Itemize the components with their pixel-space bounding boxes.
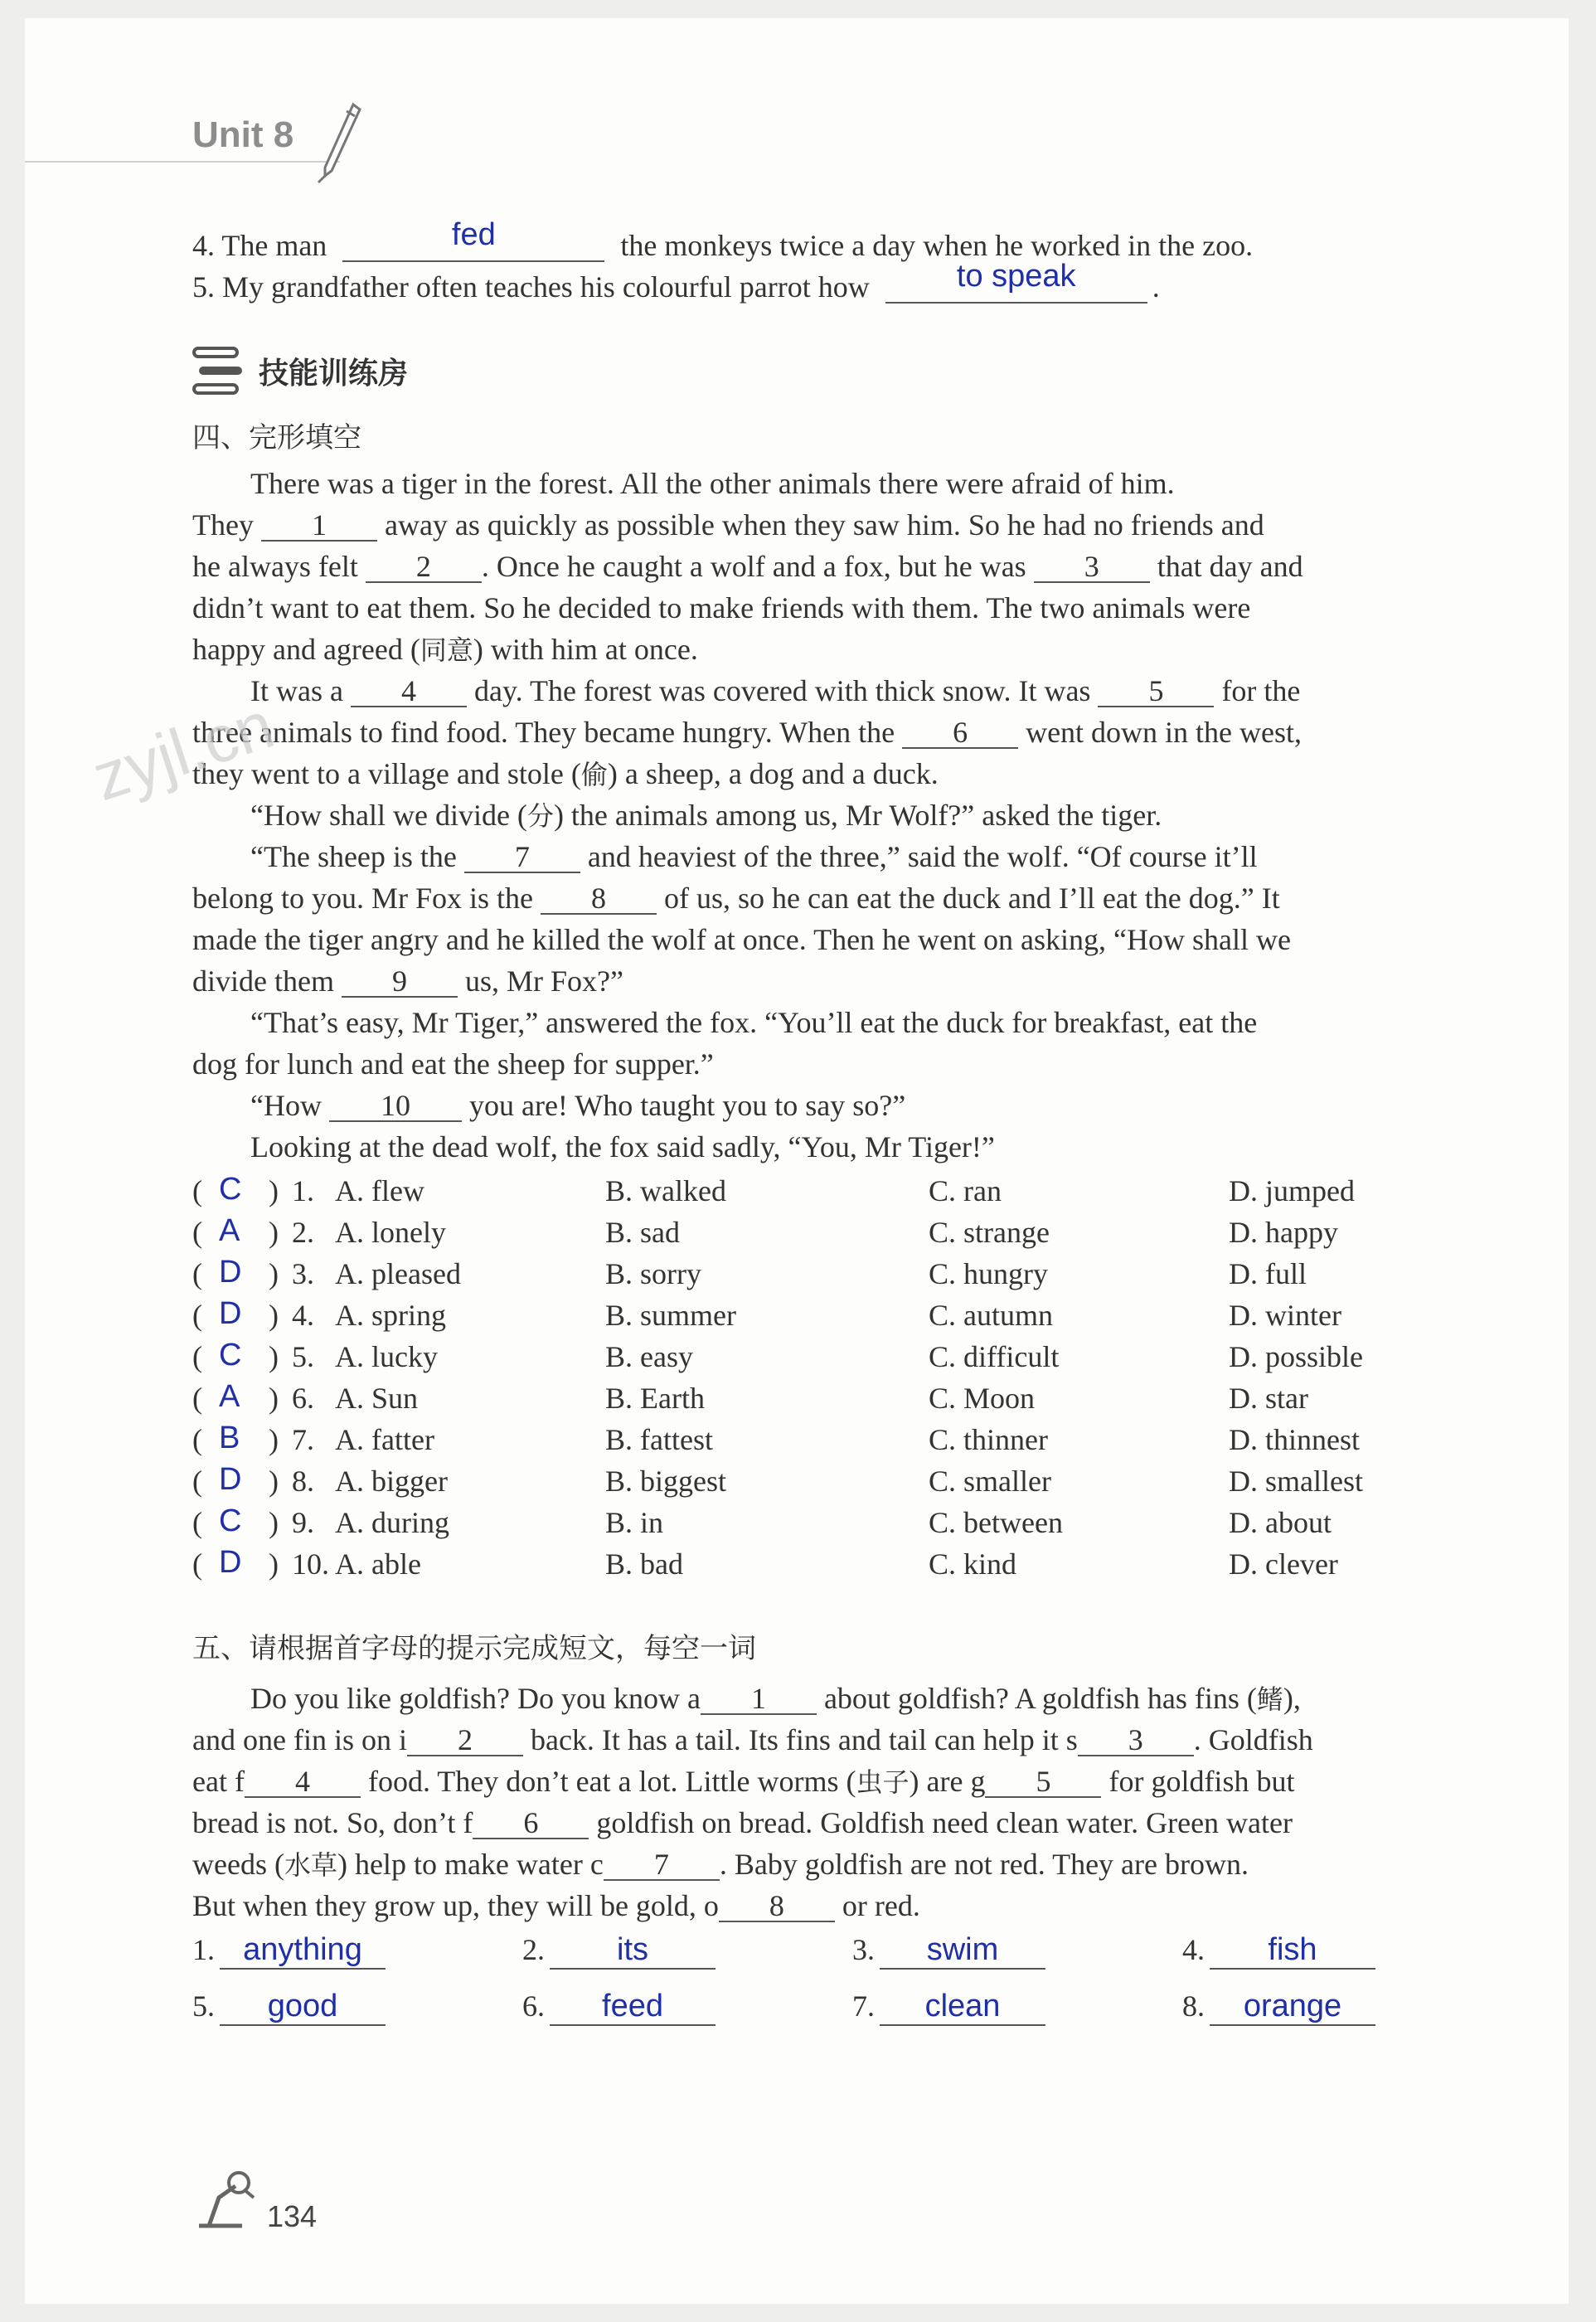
cloze-line: didn’t want to eat them. So he decided to make friends with them. The two animals were [192,591,1251,624]
vocab-answer-4: fed [451,217,496,252]
option-c: C. thinner [929,1423,1048,1456]
option-a: A. lonely [335,1216,446,1249]
option-b: B. walked [605,1174,726,1207]
option-b: B. in [605,1506,664,1539]
fill-answer-item [1182,1989,1375,2026]
cloze-line: made the tiger angry and he killed the wolf at once. Then he went on asking, “How shall we [192,923,1291,956]
fill-line: But when they grow up, they will be gold, o 8 or red. [192,1889,920,1922]
section-icon [192,347,244,395]
option-d: D. thinnest [1229,1423,1360,1456]
option-a: A. pleased [335,1257,461,1290]
bracket: ( [192,1216,202,1249]
option-d: D. happy [1229,1216,1338,1249]
option-a: A. Sun [335,1382,419,1415]
option-d: D. smallest [1229,1465,1363,1498]
fill-answer-text: clean [880,1989,1045,2026]
fill-line: eat f 4 food. They don’t eat a lot. Little worms (虫子) are g 5 for goldfish but [192,1765,1295,1798]
cloze-blank-2: 2 [366,551,482,583]
bracket: ( [192,1423,202,1456]
bracket: ) [269,1465,279,1498]
option-c: C. ran [929,1174,1002,1207]
option-num: 5. [292,1340,314,1373]
fill-answer-number: 1. [192,1933,215,1966]
option-answer: D [219,1545,242,1580]
option-a: A. spring [335,1299,446,1332]
option-num: 1. [292,1174,314,1207]
bracket: ) [269,1257,279,1290]
cloze-line: “How shall we divide (分) the animals among us, Mr Wolf?” asked the tiger. [250,799,1162,832]
fill-answer-text: good [220,1989,386,2026]
fill-blank-1: 1 [701,1683,817,1715]
option-b: B. Earth [605,1382,705,1415]
fill-blank-3: 3 [1078,1725,1194,1756]
cloze-blank-9: 9 [342,966,458,998]
fill-answer-text: orange [1210,1989,1375,2026]
fill-line: Do you like goldfish? Do you know a 1 about goldfish? A goldfish has fins (鳍), [250,1682,1301,1715]
option-num: 9. [292,1506,314,1539]
bracket: ( [192,1299,202,1332]
option-a: A. during [335,1506,449,1539]
option-d: D. clever [1229,1547,1338,1581]
option-num: 6. [292,1382,314,1415]
bracket: ) [269,1506,279,1539]
option-c: C. between [929,1506,1063,1539]
cloze-line: happy and agreed (同意) with him at once. [192,633,698,666]
option-answer: D [219,1296,242,1331]
fill-answer-item [1182,1932,1375,1970]
option-d: D. possible [1229,1340,1363,1373]
option-num: 10. [292,1547,329,1581]
desk-lamp-icon [192,2164,259,2231]
fill-answer-number: 8. [1182,1989,1205,2023]
option-d: D. star [1229,1382,1308,1415]
bracket: ) [269,1423,279,1456]
fill-answer-item [192,1932,386,1970]
option-c: C. strange [929,1216,1050,1249]
option-b: B. summer [605,1299,736,1332]
fill-heading: 五、请根据首字母的提示完成短文，每空一词 [192,1632,756,1665]
fill-answer-text: feed [550,1989,716,2026]
bracket: ( [192,1340,202,1373]
cloze-blank-8: 8 [541,883,657,915]
option-b: B. sorry [605,1257,701,1290]
option-c: C. autumn [929,1299,1053,1332]
watermark: zyjl.cn [84,687,283,815]
option-d: D. jumped [1229,1174,1355,1207]
option-answer: D [219,1462,242,1497]
option-b: B. easy [605,1340,693,1373]
vocab-answer-5: to speak [956,259,1076,294]
fill-answer-text: swim [880,1932,1045,1970]
fill-answer-item [522,1932,716,1970]
option-answer: C [219,1338,242,1372]
bracket: ( [192,1257,202,1290]
option-num: 8. [292,1465,314,1498]
bracket: ( [192,1382,202,1415]
fill-answer-item [852,1989,1045,2026]
option-answer: B [219,1421,240,1455]
fill-answer-item [522,1989,716,2026]
fill-answer-number: 3. [852,1933,875,1966]
cloze-blank-7: 7 [464,842,580,873]
fill-blank-6: 6 [473,1808,589,1839]
fill-blank-5: 5 [985,1766,1101,1798]
cloze-line: “How 10 you are! Who taught you to say so?” [250,1089,906,1122]
bracket: ) [269,1340,279,1373]
cloze-blank-4: 4 [351,676,467,707]
fill-answer-item [192,1989,386,2026]
vocab-line-5: 5. My grandfather often teaches his colourful parrot how to speak . [192,259,1160,304]
header-rule [25,161,340,163]
option-num: 2. [292,1216,314,1249]
fill-answer-number: 7. [852,1989,875,2023]
bracket: ( [192,1547,202,1581]
bracket: ( [192,1506,202,1539]
option-b: B. sad [605,1216,680,1249]
option-d: D. about [1229,1506,1332,1539]
cloze-line: he always felt 2 . Once he caught a wolf and a fox, but he was 3 that day and [192,550,1303,583]
cloze-blank-1: 1 [261,510,377,542]
cloze-line: divide them 9 us, Mr Fox?” [192,964,623,998]
cloze-line: they went to a village and stole (偷) a sheep, a dog and a duck. [192,757,939,790]
cloze-line: belong to you. Mr Fox is the 8 of us, so he can eat the duck and I’ll eat the dog.” It [192,882,1280,915]
option-answer: C [219,1172,242,1207]
fill-blank-2: 2 [407,1725,523,1756]
bracket: ) [269,1382,279,1415]
option-num: 4. [292,1299,314,1332]
cloze-line: dog for lunch and eat the sheep for supper.” [192,1047,714,1081]
option-d: D. winter [1229,1299,1341,1332]
cloze-blank-6: 6 [902,717,1018,749]
cloze-blank-3: 3 [1034,551,1150,583]
fill-line: and one fin is on i 2 back. It has a tail. Its fins and tail can help it s 3 . Goldfish [192,1723,1313,1756]
cloze-line: They 1 away as quickly as possible when they saw him. So he had no friends and [192,508,1264,542]
fill-answer-number: 4. [1182,1933,1205,1966]
cloze-line: There was a tiger in the forest. All the other animals there were afraid of him. [250,467,1175,500]
fill-answer-item [852,1932,1045,1970]
bracket: ) [269,1547,279,1581]
fill-answer-text: fish [1210,1932,1375,1970]
bracket: ) [269,1299,279,1332]
option-a: A. able [335,1547,421,1581]
fill-answer-number: 2. [522,1933,545,1966]
fill-blank-8: 8 [719,1891,835,1922]
option-answer: C [219,1503,242,1538]
option-num: 3. [292,1257,314,1290]
bracket: ) [269,1216,279,1249]
fill-answer-number: 6. [522,1989,545,2023]
option-b: B. bad [605,1547,683,1581]
option-b: B. fattest [605,1423,713,1456]
section-header: 技能训练房 [192,347,408,395]
cloze-line: It was a 4 day. The forest was covered with thick snow. It was 5 for the [250,674,1301,707]
page-number: 134 [267,2199,318,2233]
cloze-line: “That’s easy, Mr Tiger,” answered the fox. “You’ll eat the duck for breakfast, eat the [250,1006,1258,1039]
option-num: 7. [292,1423,314,1456]
option-d: D. full [1229,1257,1307,1290]
cloze-line: three animals to find food. They became hungry. When the 6 went down in the west, [192,716,1303,749]
option-c: C. kind [929,1547,1017,1581]
option-answer: D [219,1255,242,1290]
bracket: ( [192,1465,202,1498]
cloze-blank-5: 5 [1098,676,1214,707]
cloze-blank-10: 10 [329,1091,462,1122]
fill-answer-number: 5. [192,1989,215,2023]
pen-icon [313,101,363,184]
cloze-line: “The sheep is the 7 and heaviest of the three,” said the wolf. “Of course it’ll [250,840,1258,873]
fill-line: bread is not. So, don’t f 6 goldfish on bread. Goldfish need clean water. Green water [192,1806,1293,1839]
option-c: C. smaller [929,1465,1051,1498]
fill-blank-7: 7 [604,1849,720,1881]
unit-title: Unit 8 [192,114,294,155]
fill-blank-4: 4 [245,1766,361,1798]
bracket: ( [192,1174,202,1207]
option-c: C. Moon [929,1382,1036,1415]
fill-line: weeds (水草) help to make water c 7 . Baby goldfish are not red. They are brown. [192,1848,1249,1881]
cloze-line: Looking at the dead wolf, the fox said sadly, “You, Mr Tiger!” [250,1130,995,1163]
option-b: B. biggest [605,1465,727,1498]
option-a: A. flew [335,1174,424,1207]
fill-answer-text: its [550,1932,716,1970]
option-answer: A [219,1379,240,1414]
option-a: A. lucky [335,1340,438,1373]
fill-answer-text: anything [220,1932,386,1970]
vocab-line-4: 4. The man fed the monkeys twice a day when he worked in the zoo. [192,217,1254,262]
option-answer: A [219,1213,240,1248]
option-a: A. bigger [335,1465,448,1498]
option-a: A. fatter [335,1423,434,1456]
option-c: C. difficult [929,1340,1060,1373]
bracket: ) [269,1174,279,1207]
cloze-heading: 四、完形填空 [192,421,361,454]
option-c: C. hungry [929,1257,1048,1290]
